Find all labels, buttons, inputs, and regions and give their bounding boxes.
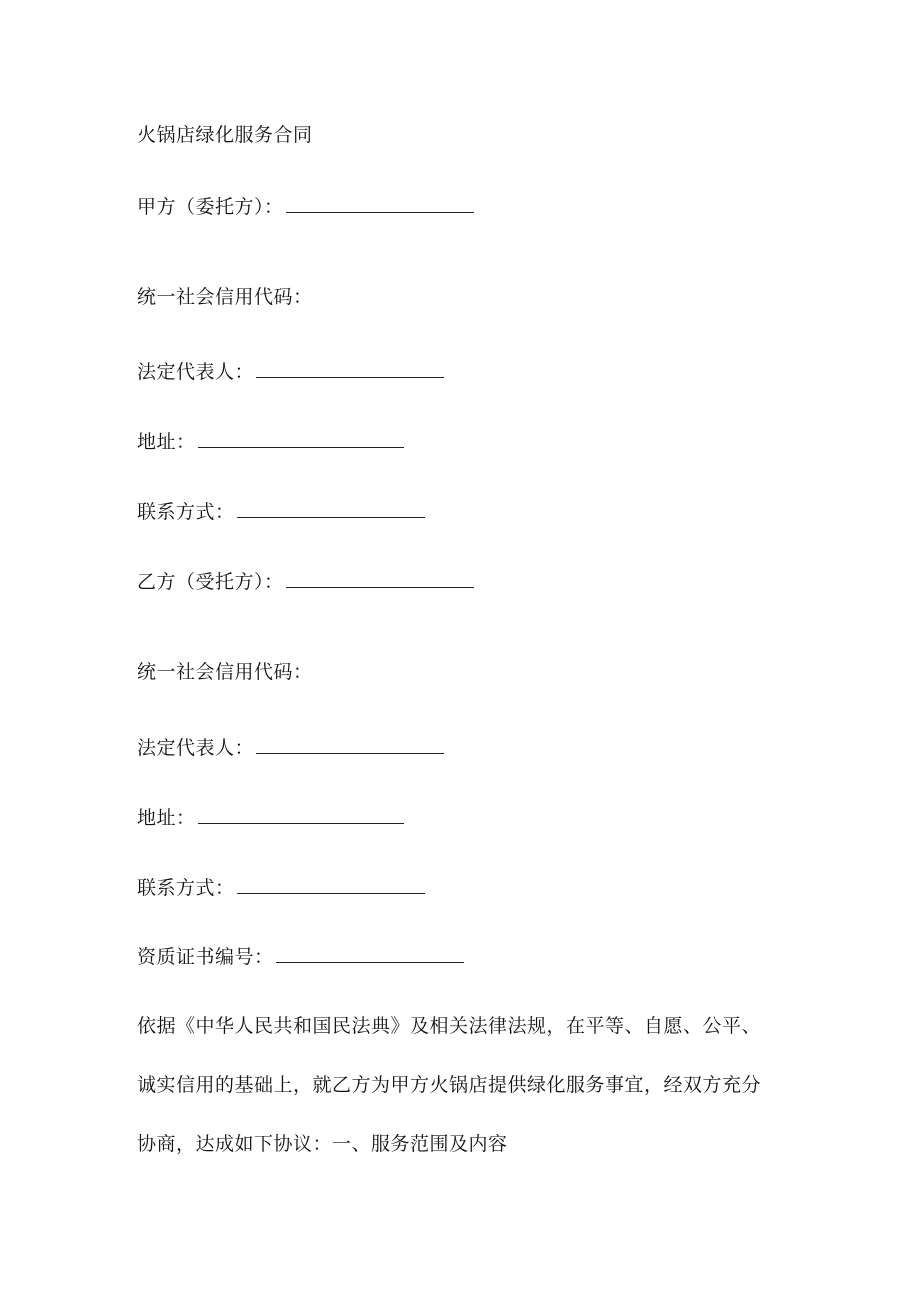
party-b-contact-row xyxy=(137,873,425,901)
party-b-address-label: 地址： xyxy=(137,807,196,829)
party-a-legal-rep-label: 法定代表人： xyxy=(137,361,255,383)
party-b-qualification-row xyxy=(137,942,464,970)
party-b-qualification-blank[interactable] xyxy=(276,942,464,963)
party-b-contact-blank[interactable] xyxy=(237,873,425,894)
party-a-address-blank[interactable] xyxy=(198,427,404,448)
party-b-name-row xyxy=(137,567,474,595)
party-a-address-row xyxy=(137,427,404,455)
party-b-credit-code-label: 统一社会信用代码： xyxy=(137,661,313,683)
party-b-legal-rep-row xyxy=(137,733,444,761)
party-a-legal-rep-row xyxy=(137,357,444,385)
party-b-address-row xyxy=(137,803,404,831)
party-a-address-label: 地址： xyxy=(137,431,196,453)
party-a-credit-code-label: 统一社会信用代码： xyxy=(137,286,313,308)
intro-line: 依据《中华人民共和国民法典》及相关法律法规，在平等、自愿、公平、 xyxy=(137,1015,762,1037)
party-a-name-label: 甲方（委托方）： xyxy=(137,196,284,218)
party-a-name-blank[interactable] xyxy=(286,192,474,213)
party-b-name-blank[interactable] xyxy=(286,567,474,588)
party-b-contact-label: 联系方式： xyxy=(137,877,235,899)
party-b-legal-rep-blank[interactable] xyxy=(256,733,444,754)
party-b-credit-code-row xyxy=(137,659,313,685)
party-b-name-label: 乙方（受托方）： xyxy=(137,571,284,593)
document-title xyxy=(137,122,313,148)
party-a-contact-row xyxy=(137,497,425,525)
party-a-credit-code-row xyxy=(137,284,313,310)
party-a-name-row xyxy=(137,192,474,220)
party-a-legal-rep-blank[interactable] xyxy=(256,357,444,378)
party-b-address-blank[interactable] xyxy=(198,803,404,824)
title-text: 火锅店绿化服务合同 xyxy=(137,124,313,146)
party-a-contact-label: 联系方式： xyxy=(137,501,235,523)
intro-line: 协商，达成如下协议：一、服务范围及内容 xyxy=(137,1133,508,1155)
intro-line: 诚实信用的基础上，就乙方为甲方火锅店提供绿化服务事宜，经双方充分 xyxy=(137,1074,762,1096)
party-b-qualification-label: 资质证书编号： xyxy=(137,946,274,968)
party-b-legal-rep-label: 法定代表人： xyxy=(137,737,255,759)
party-a-contact-blank[interactable] xyxy=(237,497,425,518)
intro-paragraph xyxy=(137,1013,787,1157)
